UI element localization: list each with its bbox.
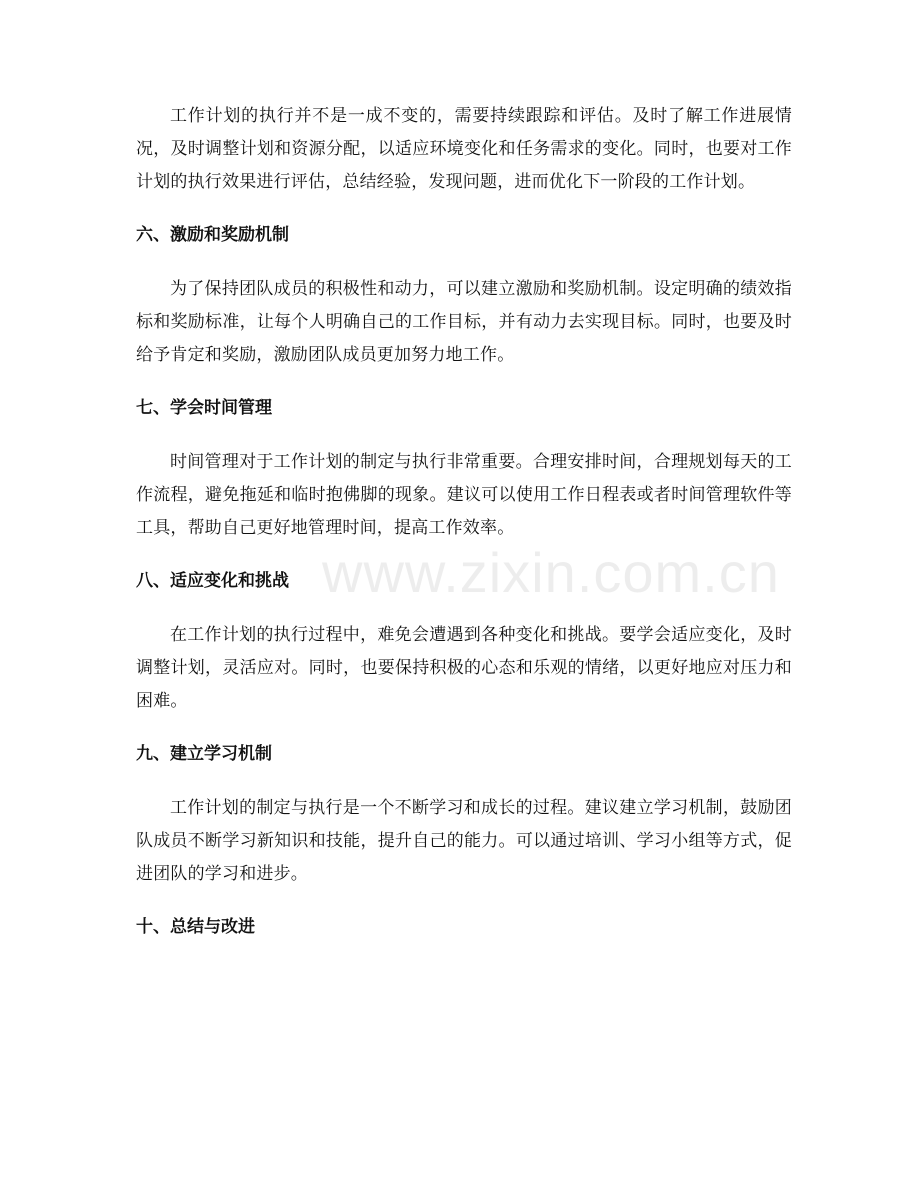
section-heading-9: 九、建立学习机制	[136, 744, 272, 764]
section-heading-8: 八、适应变化和挑战	[136, 571, 289, 591]
watermark: www.zixin.com.cn	[322, 541, 780, 604]
section-heading-7: 七、学会时间管理	[136, 398, 272, 418]
section-paragraph-9: 工作计划的制定与执行是一个不断学习和成长的过程。建议建立学习机制，鼓励团队成员不断学习新知识和技能，提升自己的能力。可以通过培训、学习小组等方式，促进团队的学习和进步。	[136, 798, 792, 884]
document-body	[136, 100, 792, 965]
intro-paragraph: 工作计划的执行并不是一成不变的，需要持续跟踪和评估。及时了解工作进展情况，及时调整计划和资源分配，以适应环境变化和任务需求的变化。同时，也要对工作计划的执行效果进行评估，总结经验，发现问题，进而优化下一阶段的工作计划。	[136, 106, 792, 192]
section-heading-6: 六、激励和奖励机制	[136, 225, 289, 245]
section-paragraph-7: 时间管理对于工作计划的制定与执行非常重要。合理安排时间，合理规划每天的工作流程，避免拖延和临时抱佛脚的现象。建议可以使用工作日程表或者时间管理软件等工具，帮助自己更好地管理时间，提高工作效率。	[136, 452, 792, 538]
section-paragraph-6: 为了保持团队成员的积极性和动力，可以建立激励和奖励机制。设定明确的绩效指标和奖励标准，让每个人明确自己的工作目标，并有动力去实现目标。同时，也要及时给予肯定和奖励，激励团队成员更加努力地工作。	[136, 279, 792, 365]
section-paragraph-8: 在工作计划的执行过程中，难免会遭遇到各种变化和挑战。要学会适应变化，及时调整计划，灵活应对。同时，也要保持积极的心态和乐观的情绪，以更好地应对压力和困难。	[136, 625, 792, 711]
section-heading-10: 十、总结与改进	[136, 917, 255, 937]
